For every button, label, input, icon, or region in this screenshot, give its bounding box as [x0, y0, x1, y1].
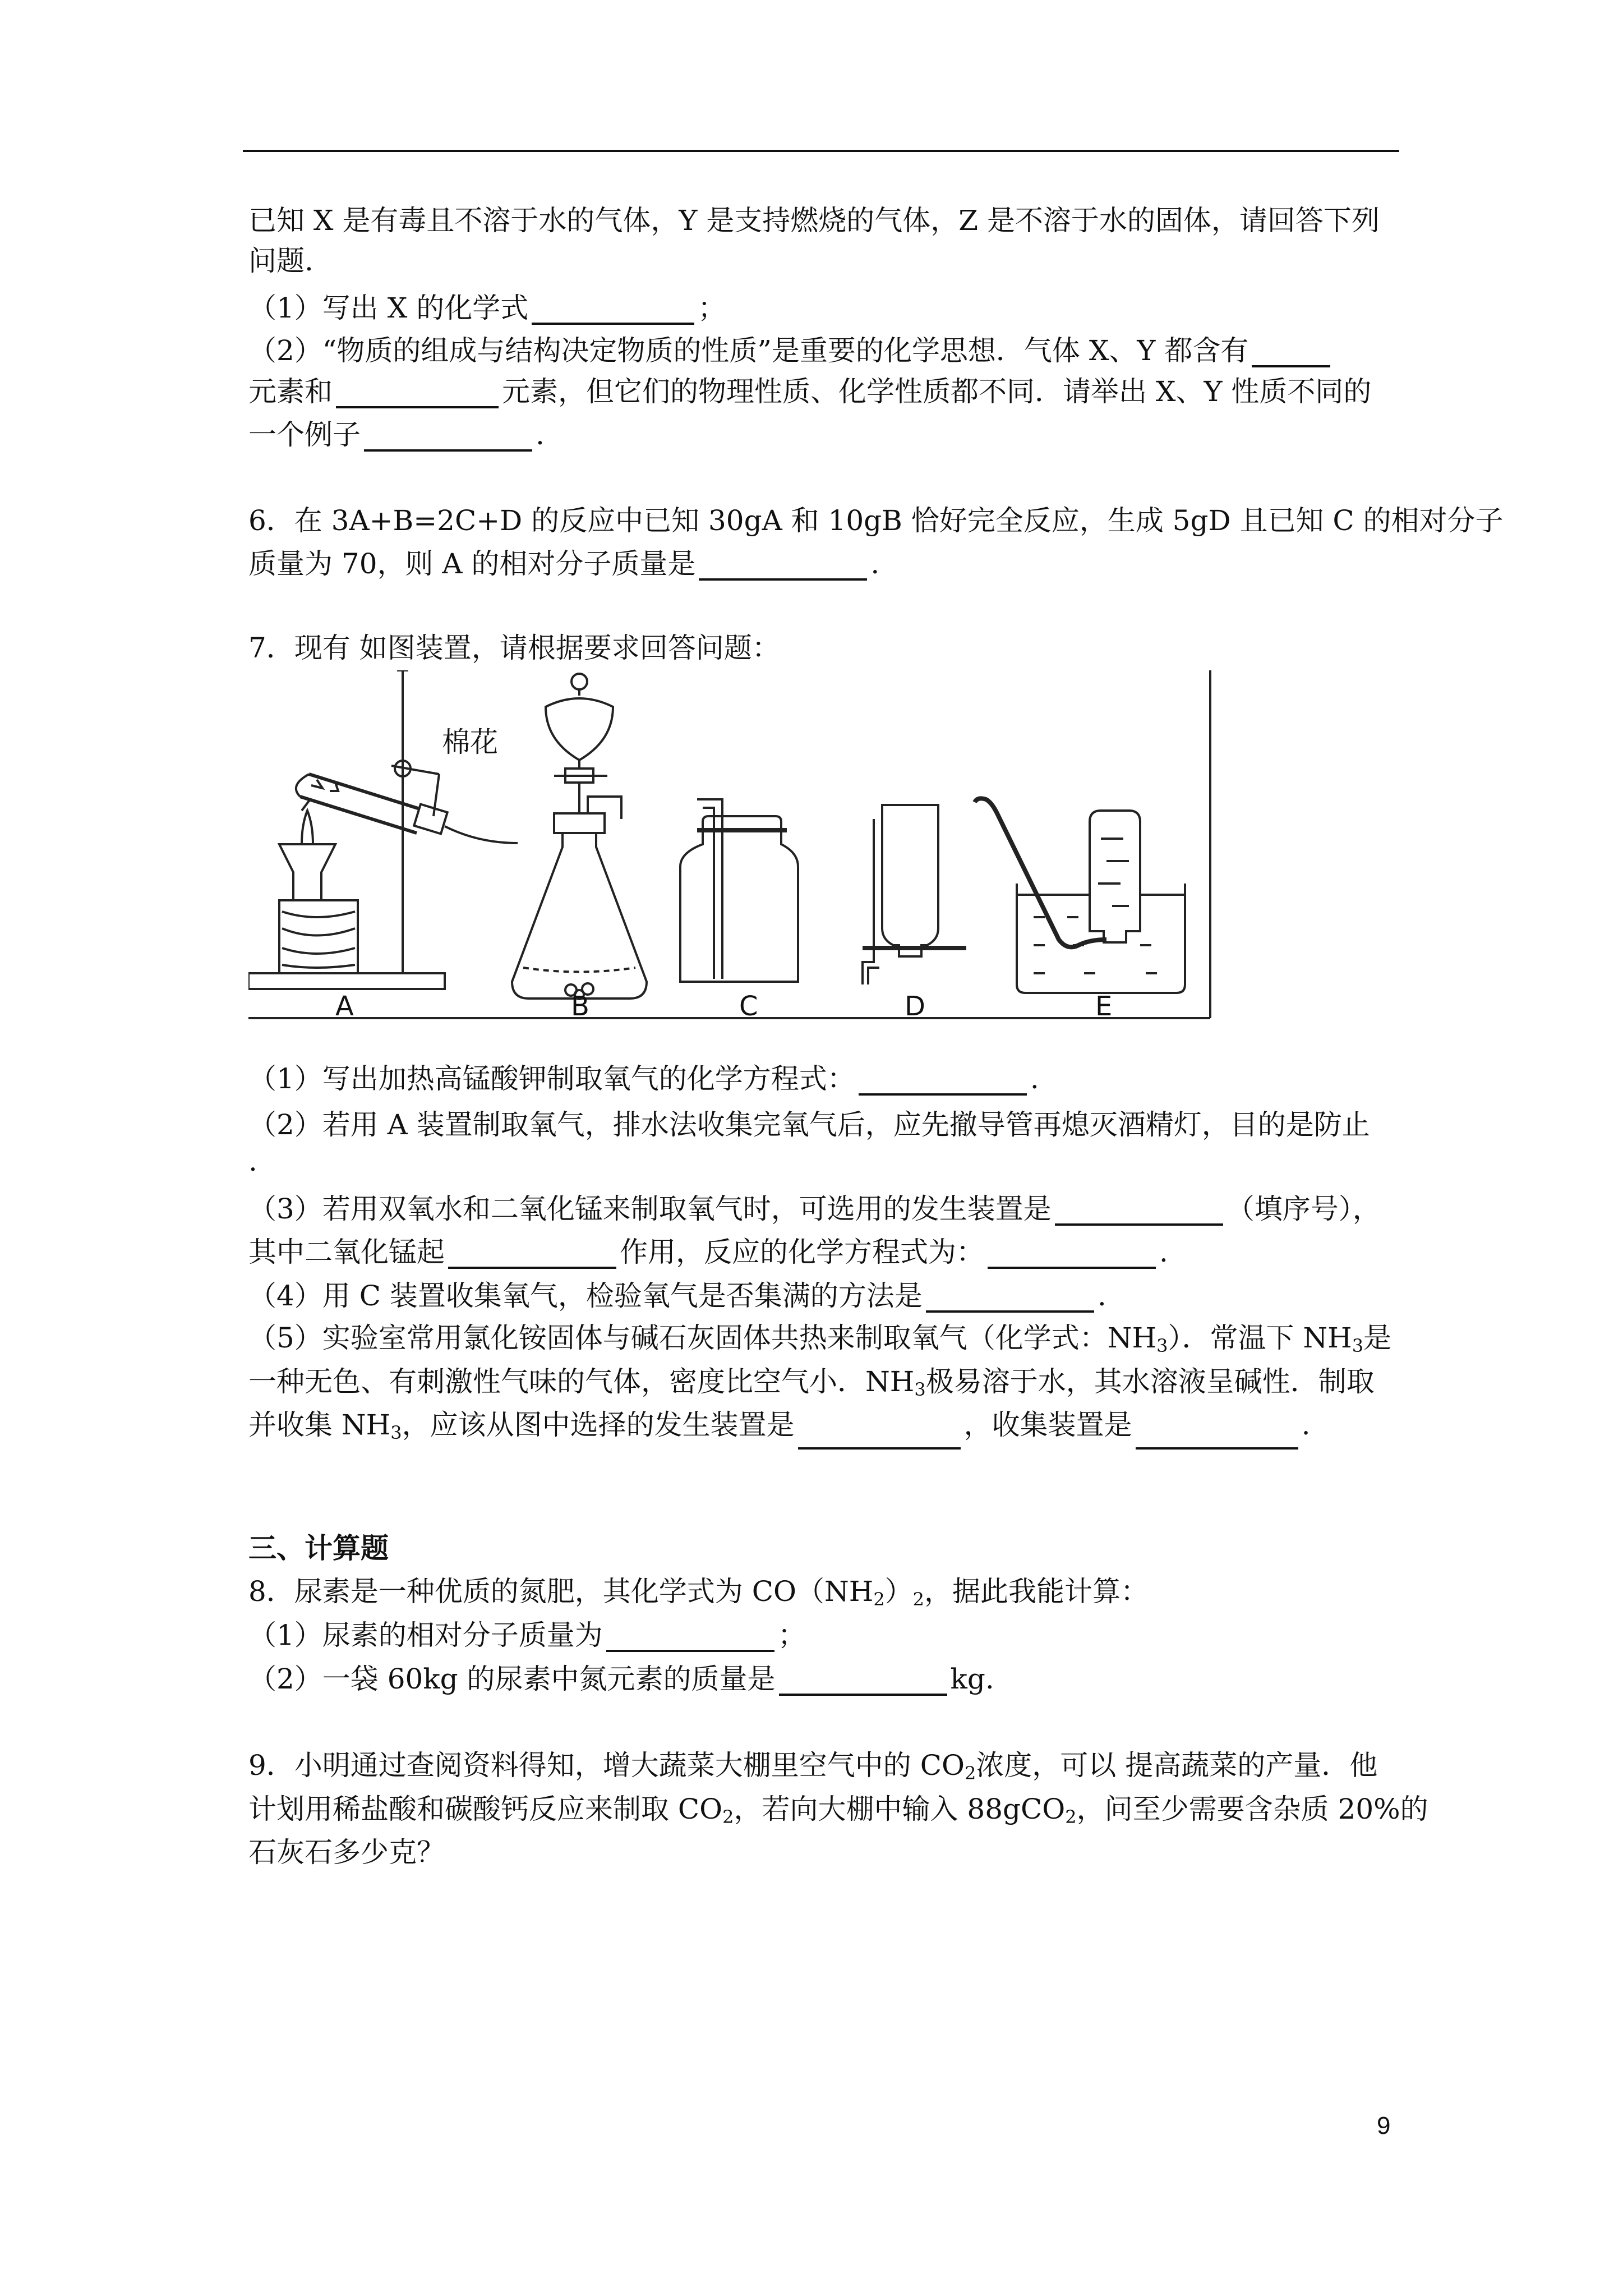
- q5-intro-line2: 问题.: [248, 245, 313, 277]
- q7-part2: （2）若用 A 装置制取氧气，排水法收集完氧气后，应先撤导管再熄灭酒精灯，目的是防止: [248, 1108, 1370, 1141]
- q6-line1: 6．在 3A+B=2C+D 的反应中已知 30gA 和 10gB 恰好完全反应，生成 5gD 且已知 C 的相对分子: [248, 504, 1504, 537]
- q7-part1: （1）写出加热高锰酸钾制取氧气的化学方程式： .: [248, 1062, 1039, 1095]
- answer-blank[interactable]: [1136, 1418, 1298, 1450]
- q7-part2-end: .: [248, 1145, 257, 1177]
- answer-blank[interactable]: [779, 1664, 947, 1696]
- answer-blank[interactable]: [926, 1281, 1094, 1313]
- answer-blank[interactable]: [606, 1621, 774, 1652]
- answer-blank[interactable]: [1252, 336, 1330, 367]
- lab-apparatus-figure: [248, 670, 1213, 1021]
- q9-line2: 计划用稀盐酸和碳酸钙反应来制取 $CO_2$，若向大棚中输入 88gCO$_2$，问至少需要含杂质 20%的: [248, 1793, 1428, 1828]
- figure-label-d: D: [905, 991, 925, 1021]
- q5-part2-line2: 元素和 元素，但它们的物理性质、化学性质都不同．请举出 X、Y 性质不同的: [248, 375, 1372, 408]
- apparatus-b: [512, 674, 647, 999]
- q8-part1: （1）尿素的相对分子质量为 ；: [248, 1619, 806, 1651]
- answer-blank[interactable]: [699, 549, 867, 581]
- figure-label-e: E: [1095, 991, 1113, 1021]
- q7-part4: （4）用 C 装置收集氧气，检验氧气是否集满的方法是 .: [248, 1280, 1106, 1312]
- answer-blank[interactable]: [1055, 1194, 1223, 1226]
- answer-blank[interactable]: [448, 1237, 616, 1269]
- q6-line2: 质量为 70，则 A 的相对分子质量是 .: [248, 547, 880, 580]
- answer-blank[interactable]: [988, 1237, 1156, 1269]
- q5-part1: （1）写出 X 的化学式 ；: [248, 292, 726, 324]
- q9-line3: 石灰石多少克？: [248, 1836, 445, 1869]
- q7-title: 7．现有 如图装置，请根据要求回答问题：: [248, 632, 780, 664]
- section-heading: 三、计算题: [248, 1532, 389, 1565]
- q8-part2: （2）一袋 60kg 的尿素中氮元素的质量是 kg.: [248, 1663, 994, 1695]
- answer-blank[interactable]: [798, 1418, 961, 1450]
- answer-blank[interactable]: [859, 1064, 1027, 1096]
- apparatus-e: [975, 798, 1185, 993]
- apparatus-c: [680, 799, 798, 982]
- q7-part5-line3: 并收集 $NH_3$，应该从图中选择的发生装置是 ，收集装置是 .: [248, 1408, 1311, 1450]
- cotton-label: 棉花: [442, 726, 498, 758]
- page-number: 9: [1377, 2112, 1391, 2139]
- answer-blank[interactable]: [336, 377, 499, 408]
- q5-intro-line1: 已知 X 是有毒且不溶于水的气体，Y 是支持燃烧的气体，Z 是不溶于水的固体，请回答下列: [248, 204, 1380, 237]
- answer-blank[interactable]: [532, 293, 694, 325]
- answer-blank[interactable]: [364, 420, 532, 452]
- q7-part5-line2: 一种无色、有刺激性气味的气体，密度比空气小．$NH_3$极易溶于水，其水溶液呈碱性．制取: [248, 1365, 1375, 1400]
- header-rule: [243, 150, 1399, 152]
- q5-part2-line3: 一个例子 .: [248, 418, 545, 451]
- apparatus-d: [863, 805, 966, 984]
- q7-part5-line1: （5）实验室常用氯化铵固体与碱石灰固体共热来制取氧气（化学式：$NH_3$）．常温下 $NH_3$是: [248, 1322, 1392, 1356]
- q7-part3-line2: 其中二氧化锰起 作用，反应的化学方程式为： .: [248, 1236, 1168, 1268]
- figure-label-b: B: [571, 991, 589, 1021]
- q9-line1: 9．小明通过查阅资料得知，增大蔬菜大棚里空气中的 $CO_2$浓度，可以 提高蔬菜的产量．他: [248, 1749, 1378, 1784]
- q8-line1: 8．尿素是一种优质的氮肥，其化学式为 $CO(NH_2)_2$，据此我能计算：: [248, 1575, 1149, 1610]
- q5-part2-line1: （2）“物质的组成与结构决定物质的性质”是重要的化学思想．气体 X、Y 都含有: [248, 334, 1334, 367]
- q7-part3-line1: （3）若用双氧水和二氧化锰来制取氧气时，可选用的发生装置是 （填序号），: [248, 1193, 1381, 1225]
- apparatus-a: [248, 670, 518, 989]
- figure-label-a: A: [335, 991, 354, 1021]
- figure-label-c: C: [739, 991, 758, 1021]
